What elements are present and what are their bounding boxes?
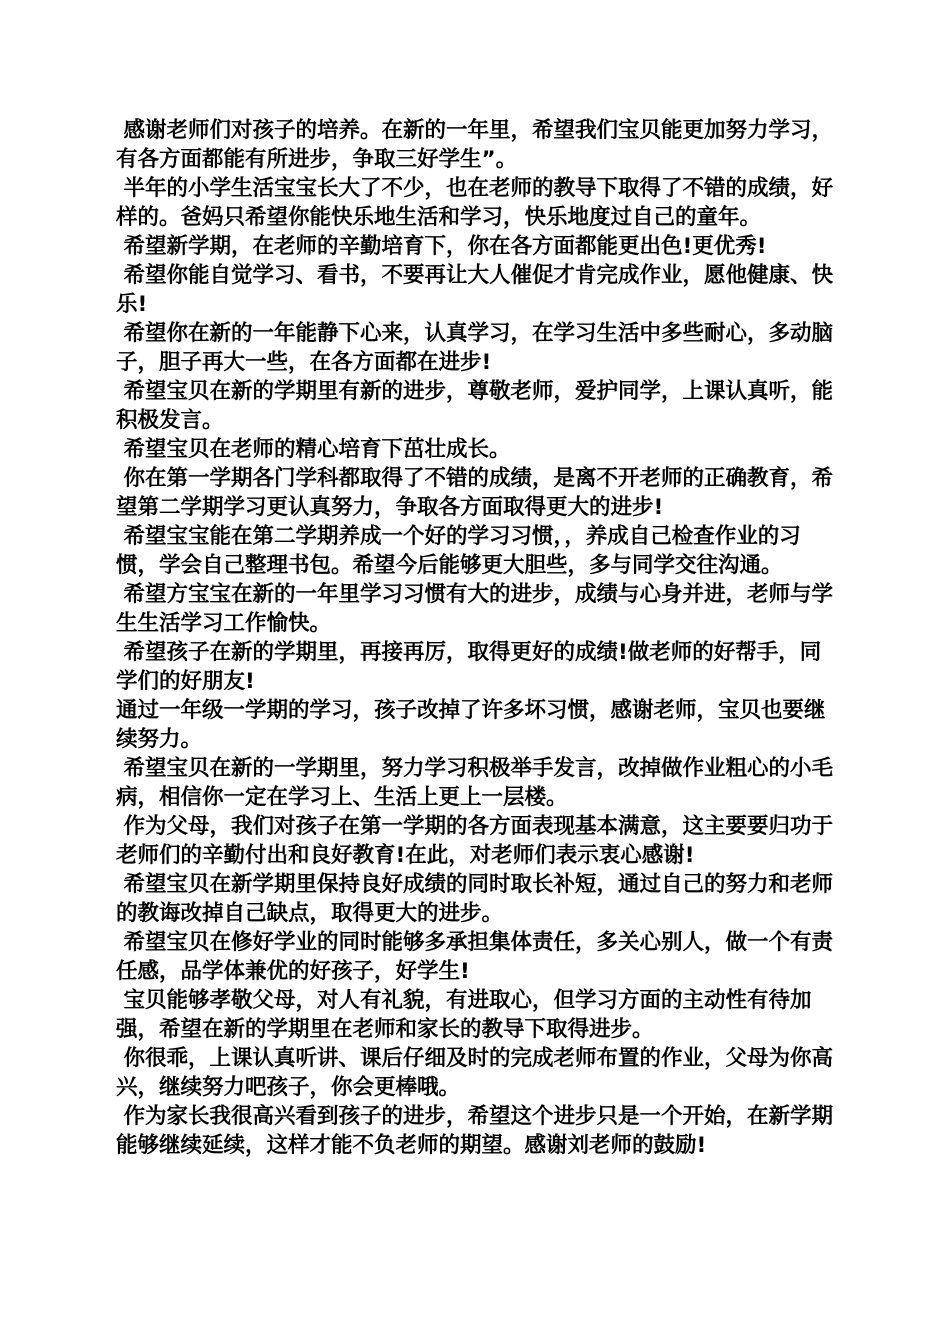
paragraph: 半年的小学生活宝宝长大了不少，也在老师的教导下取得了不错的成绩，好样的。爸妈只希望你能快乐地生活和学习，快乐地度过自己的童年。 <box>116 176 834 230</box>
paragraph: 感谢老师们对孩子的培养。在新的一年里，希望我们宝贝能更加努力学习，有各方面都能有所进步，争取三好学生”。 <box>116 118 834 172</box>
paragraph: 希望新学期，在老师的辛勤培育下，你在各方面都能更出色!更优秀! <box>116 234 767 259</box>
document-body <box>116 116 836 1160</box>
paragraph: 希望方宝宝在新的一年里学习习惯有大的进步，成绩与心身并进，老师与学生生活学习工作愉快。 <box>116 582 834 636</box>
paragraph: 作为家长我很高兴看到孩子的进步，希望这个进步只是一个开始，在新学期能够继续延续，这样才能不负老师的期望。感谢刘老师的鼓励! <box>116 1104 834 1158</box>
paragraph: 希望孩子在新的学期里，再接再厉，取得更好的成绩!做老师的好帮手，同学们的好朋友! <box>116 640 822 694</box>
paragraph: 作为父母，我们对孩子在第一学期的各方面表现基本满意，这主要要归功于老师们的辛勤付出和良好教育!在此，对老师们表示衷心感谢! <box>116 814 834 868</box>
paragraph: 希望宝贝在修好学业的同时能够多承担集体责任，多关心别人，做一个有责任感，品学体兼优的好孩子，好学生! <box>116 930 834 984</box>
paragraph: 希望你在新的一年能静下心来，认真学习，在学习生活中多些耐心，多动脑子，胆子再大一些，在各方面都在进步! <box>116 321 834 375</box>
paragraph: 希望宝贝在老师的精心培育下茁壮成长。 <box>116 437 511 462</box>
paragraph: 希望宝贝在新的学期里有新的进步，尊敬老师，爱护同学，上课认真听，能积极发言。 <box>116 379 834 433</box>
paragraph: 希望宝贝在新学期里保持良好成绩的同时取长补短，通过自己的努力和老师的教诲改掉自己缺点，取得更大的进步。 <box>116 872 834 926</box>
paragraph: 宝贝能够孝敬父母，对人有礼貌，有进取心，但学习方面的主动性有待加强，希望在新的学期里在老师和家长的教导下取得进步。 <box>116 988 812 1042</box>
paragraph: 你很乖，上课认真听讲、课后仔细及时的完成老师布置的作业，父母为你高兴，继续努力吧孩子，你会更棒哦。 <box>116 1046 834 1100</box>
paragraph: 通过一年级一学期的学习，孩子改掉了许多坏习惯，感谢老师，宝贝也要继续努力。 <box>116 698 826 752</box>
paragraph: 希望宝贝在新的一学期里，努力学习积极举手发言，改掉做作业粗心的小毛病，相信你一定在学习上、生活上更上一层楼。 <box>116 756 834 810</box>
paragraph: 希望宝宝能在第二学期养成一个好的学习习惯，，养成自己检查作业的习惯，学会自己整理书包。希望今后能够更大胆些，多与同学交往沟通。 <box>116 524 801 578</box>
paragraph: 希望你能自觉学习、看书，不要再让大人催促才肯完成作业，愿他健康、快乐! <box>116 263 834 317</box>
paragraph: 你在第一学期各门学科都取得了不错的成绩，是离不开老师的正确教育，希望第二学期学习更认真努力，争取各方面取得更大的进步! <box>116 466 834 520</box>
